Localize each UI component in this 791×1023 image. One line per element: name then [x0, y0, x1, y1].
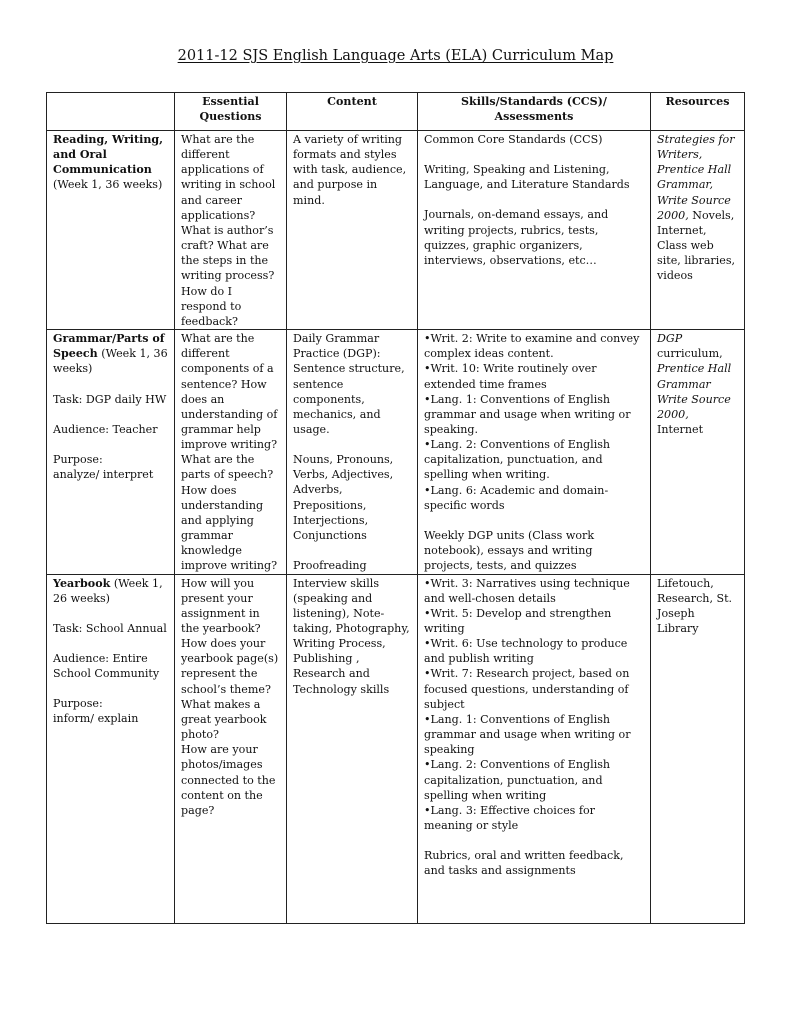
- resources-line: Prentice Hall Grammar Write Source 2000,: [657, 362, 732, 421]
- resources-cell: [651, 330, 745, 575]
- skills-line: •Lang. 1: Conventions of English grammar and usage when writing or speaking: [424, 712, 631, 757]
- skills-line: •Writ. 5: Develop and strengthen writing: [424, 606, 612, 635]
- content-cell: Interview skills (speaking and listening), Note-taking, Photography, Writing Process, Publishing , Research and Technology skills: [287, 574, 418, 923]
- skills-line: •Lang. 6: Academic and domain-specific words: [424, 483, 609, 512]
- content-line: Daily Grammar Practice (DGP): Sentence structure, sentence components, mechanics, and usage.: [293, 332, 405, 436]
- unit-purpose-label: Purpose:: [53, 452, 103, 466]
- unit-purpose-label: Purpose:: [53, 697, 103, 711]
- essential-questions-cell: [175, 330, 287, 575]
- unit-purpose-value: analyze/ interpret: [53, 467, 154, 481]
- resources-italic: Strategies for Writers, Prentice Hall Grammar, Write Source 2000,: [657, 133, 735, 222]
- skills-line: •Writ. 6: Use technology to produce and publish writing: [424, 637, 628, 666]
- skills-line: •Lang. 2: Conventions of English capitalization, punctuation, and spelling when writing.: [424, 438, 611, 482]
- header-unit: [47, 93, 175, 131]
- unit-cell: [47, 330, 175, 575]
- header-skills-line-1: Skills/Standards (CCS)/: [461, 95, 607, 108]
- unit-audience: Audience: Teacher: [53, 422, 158, 436]
- skills-line: Journals, on-demand essays, and writing projects, rubrics, tests, quizzes, graphic organizers, interviews, observations, etc…: [424, 208, 609, 267]
- essential-questions-cell: [175, 574, 287, 923]
- content-cell: A variety of writing formats and styles with task, audience, and purpose in mind.: [287, 131, 418, 330]
- resources-line: DGP: [657, 332, 683, 346]
- content-line: Nouns, Pronouns, Verbs, Adjectives, Adverbs, Prepositions, Interjections, Conjunctions: [293, 453, 394, 542]
- unit-cell: [47, 574, 175, 923]
- question-line: What are the different components of a sentence? How does an understanding of grammar help improve writing?: [181, 332, 278, 452]
- skills-line: •Writ. 7: Research project, based on focused questions, understanding of subject: [424, 667, 630, 711]
- skills-line: Common Core Standards (CCS): [424, 133, 603, 146]
- resources-line: curriculum,: [657, 347, 723, 361]
- unit-audience: Audience: Entire School Community: [53, 652, 160, 681]
- skills-line: •Writ. 3: Narratives using technique and well-chosen details: [424, 576, 630, 605]
- header-resources: Resources: [651, 93, 745, 131]
- skills-line: •Lang. 1: Conventions of English grammar and usage when writing or speaking.: [424, 392, 631, 436]
- resources-plain: Novels, Internet, Class web site, libraries, videos: [657, 208, 736, 283]
- assessments-line: Rubrics, oral and written feedback, and tasks and assignments: [424, 849, 624, 878]
- table-header-row: [47, 93, 745, 131]
- skills-cell: [418, 574, 651, 923]
- header-skills-standards: [418, 93, 651, 131]
- skills-line: •Writ. 10: Write routinely over extended time frames: [424, 362, 597, 391]
- header-skills-line-2: Assessments: [494, 110, 574, 124]
- resources-cell: Lifetouch, Research, St. Joseph Library: [651, 574, 745, 923]
- resources-line: Internet: [657, 422, 704, 436]
- question-line: How will you present your assignment in the yearbook? How does your yearbook page(s) represent the school’s theme?: [181, 576, 279, 696]
- content-cell: [287, 330, 418, 575]
- unit-title: Reading, Writing, and Oral Communication: [53, 133, 164, 177]
- skills-line: •Lang. 2: Conventions of English capitalization, punctuation, and spelling when writing: [424, 758, 611, 802]
- question-line: What makes a great yearbook photo?: [181, 697, 267, 742]
- content-line: Proofreading: [293, 559, 367, 573]
- question-line: How are your photos/images connected to the content on the page?: [181, 743, 276, 817]
- unit-purpose-value: inform/ explain: [53, 712, 139, 726]
- unit-title: Yearbook: [53, 576, 111, 590]
- unit-task: Task: School Annual: [53, 621, 167, 635]
- header-essential-questions: [175, 93, 287, 131]
- header-essential-questions-line-1: Essential: [202, 95, 259, 108]
- curriculum-map-table: [46, 92, 745, 924]
- table-row: [47, 330, 745, 575]
- resources-cell: [651, 131, 745, 330]
- table-row: [47, 131, 745, 330]
- unit-detail: (Week 1, 36 weeks): [53, 178, 163, 192]
- skills-cell: [418, 131, 651, 330]
- unit-detail: (Week 1, 26 weeks): [53, 576, 163, 605]
- skills-cell: [418, 330, 651, 575]
- assessments-line: Weekly DGP units (Class work notebook), essays and writing projects, tests, and quizzes: [424, 528, 595, 573]
- skills-line: •Lang. 3: Effective choices for meaning or style: [424, 803, 595, 833]
- unit-title: Grammar/Parts of Speech: [53, 332, 165, 361]
- question-line: What are the parts of speech? How does understanding and applying grammar knowledge improve writing?: [181, 453, 278, 573]
- unit-task: Task: DGP daily HW: [53, 392, 167, 406]
- table-row: [47, 574, 745, 923]
- skills-line: •Writ. 2: Write to examine and convey complex ideas content.: [424, 332, 640, 361]
- page-title: 2011-12 SJS English Language Arts (ELA) Curriculum Map: [177, 48, 614, 64]
- essential-questions-cell: What are the different applications of writing in school and career applications? What is author’s craft? What are the steps in the writing process? How do I respond to feedback?: [175, 131, 287, 330]
- header-content: Content: [287, 93, 418, 131]
- header-essential-questions-line-2: Questions: [199, 110, 262, 124]
- unit-detail: (Week 1, 36 weeks): [53, 347, 168, 376]
- unit-cell: [47, 131, 175, 330]
- skills-line: Writing, Speaking and Listening, Language, and Literature Standards: [424, 163, 630, 192]
